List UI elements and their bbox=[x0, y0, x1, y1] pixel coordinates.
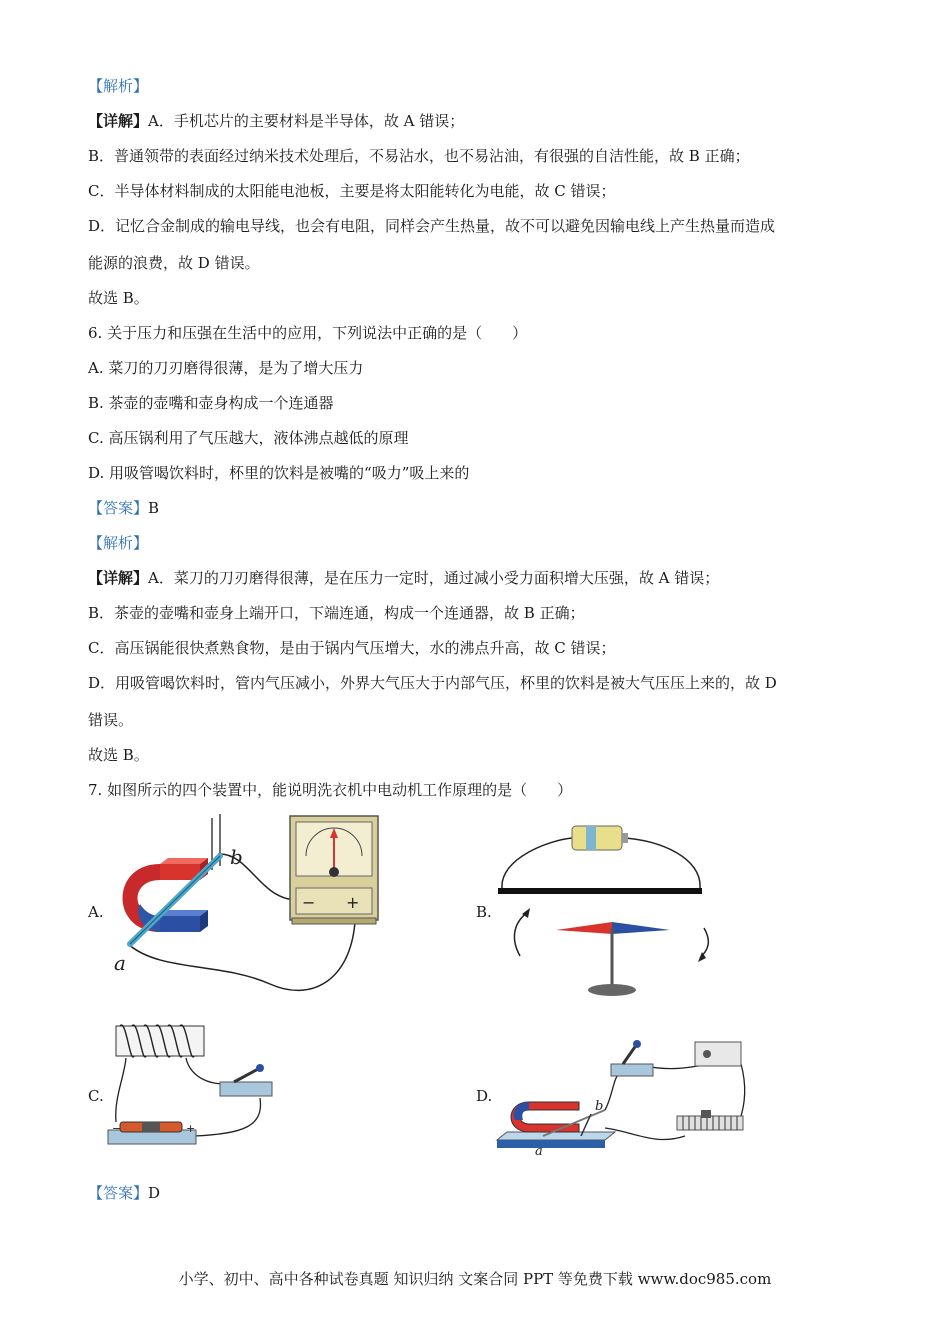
figure-c-plus: + bbox=[186, 1122, 196, 1135]
q6-detail-b: B．茶壶的壶嘴和壶身上端开口，下端连通，构成一个连通器，故 B 正确； bbox=[88, 604, 585, 622]
q7-answer-value: D bbox=[148, 1184, 161, 1202]
detail-tag: 【详解】 bbox=[88, 112, 149, 130]
q6-detail-tag: 【详解】 bbox=[88, 569, 149, 587]
detail-line-d: D．记忆合金制成的输电导线，也会有电阻，同样会产生热量，故不可以避免因输电线上产生热量而造成 bbox=[88, 217, 776, 235]
q6-detail-d: D．用吸管喝饮料时，管内气压减小，外界大气压大于内部气压，杯里的饮料是被大气压压上来的，故 D bbox=[88, 674, 777, 692]
figure-a-motor-diagram bbox=[100, 812, 390, 1002]
q6-detail-c: C．高压锅能很快煮熟食物，是由于锅内气压增大，水的沸点升高，故 C 错误； bbox=[88, 639, 616, 657]
q6-option-c: C. 高压锅利用了气压越大，液体沸点越低的原理 bbox=[88, 429, 409, 447]
detail-text: A．手机芯片的主要材料是半导体，故 A 错误； bbox=[148, 112, 465, 130]
figure-a-letter-a: a bbox=[114, 951, 126, 975]
q6-detail-a-text: A．菜刀的刀刃磨得很薄，是在压力一定时，通过减小受力面积增大压强，故 A 错误； bbox=[148, 569, 720, 587]
figure-d-motor-diagram bbox=[495, 1036, 750, 1156]
q6-answer bbox=[88, 498, 159, 518]
detail-line-b: B．普通领带的表面经过纳米技术处理后，不易沾水，也不易沾油，有很强的自洁性能，故 B 正确； bbox=[88, 147, 750, 165]
detail-line-d-cont: 能源的浪费，故 D 错误。 bbox=[88, 254, 260, 272]
figure-c-label: C. bbox=[88, 1087, 104, 1105]
q7-answer bbox=[88, 1183, 160, 1203]
figure-a-plus: + bbox=[346, 893, 360, 912]
figure-b-label: B. bbox=[476, 903, 492, 921]
q7-answer-tag: 【答案】 bbox=[88, 1184, 149, 1202]
detail-line-c: C．半导体材料制成的太阳能电池板，主要是将太阳能转化为电能，故 C 错误； bbox=[88, 182, 616, 200]
answer-tag: 【答案】 bbox=[88, 499, 149, 517]
figure-b-oersted-diagram bbox=[490, 818, 715, 1003]
figure-a-letter-b: b bbox=[230, 845, 243, 869]
q6-choice: 故选 B。 bbox=[88, 746, 149, 764]
question-7: 7. 如图所示的四个装置中，能说明洗衣机中电动机工作原理的是（ ） bbox=[88, 781, 573, 799]
q6-option-a: A. 菜刀的刀刃磨得很薄，是为了增大压力 bbox=[88, 359, 364, 377]
figure-a-minus: − bbox=[302, 893, 316, 912]
q6-option-b: B. 茶壶的壶嘴和壶身构成一个连通器 bbox=[88, 394, 334, 412]
figure-d-label: D. bbox=[476, 1087, 493, 1105]
q6-detail-d-cont: 错误。 bbox=[88, 711, 134, 729]
figure-c-minus: − bbox=[112, 1122, 122, 1135]
figure-c-electromagnet-diagram bbox=[104, 1018, 284, 1156]
figure-d-letter-b: b bbox=[595, 1099, 604, 1114]
page-footer: 小学、初中、高中各种试卷真题 知识归纳 文案合同 PPT 等免费下载 www.doc985.com bbox=[178, 1270, 772, 1288]
figure-a-label: A. bbox=[88, 903, 104, 921]
q6-detail-a bbox=[88, 568, 719, 588]
choice-line: 故选 B。 bbox=[88, 289, 149, 307]
answer-value: B bbox=[148, 499, 160, 517]
detail-line-a bbox=[88, 111, 464, 131]
q6-analysis-tag: 【解析】 bbox=[88, 534, 149, 552]
question-6: 6. 关于压力和压强在生活中的应用，下列说法中正确的是（ ） bbox=[88, 324, 528, 342]
analysis-tag: 【解析】 bbox=[88, 77, 149, 95]
figure-d-letter-a: a bbox=[535, 1144, 543, 1156]
q6-option-d: D. 用吸管喝饮料时，杯里的饮料是被嘴的“吸力”吸上来的 bbox=[88, 464, 470, 482]
